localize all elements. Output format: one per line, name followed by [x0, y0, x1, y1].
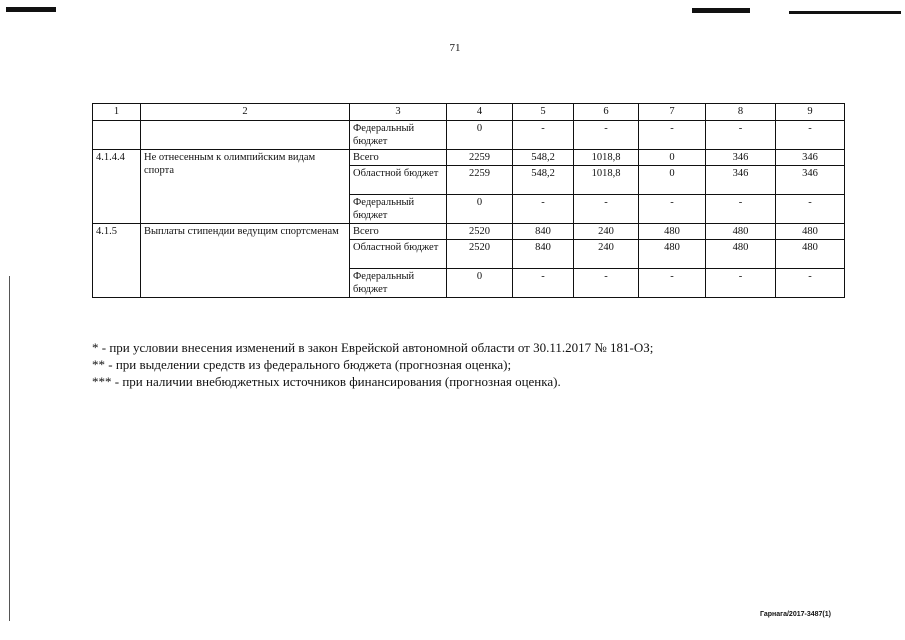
value-cell: -	[706, 195, 776, 224]
funding-source-cell: Федеральный бюджет	[350, 269, 447, 298]
table-header-row	[93, 104, 845, 121]
header-cell: 5	[513, 104, 574, 121]
value-cell: 480	[776, 224, 845, 240]
value-cell: -	[706, 121, 776, 150]
value-cell: 840	[513, 224, 574, 240]
value-cell: -	[776, 269, 845, 298]
footnote-1: * - при условии внесения изменений в закон Еврейской автономной области от 30.11.2017 № 181-ОЗ;	[92, 340, 654, 355]
value-cell: 480	[776, 240, 845, 269]
value-cell: -	[776, 121, 845, 150]
value-cell: 2520	[447, 224, 513, 240]
row-index-cell: 4.1.4.4	[93, 150, 141, 224]
value-cell: -	[574, 195, 639, 224]
value-cell: 2520	[447, 240, 513, 269]
value-cell: 346	[706, 150, 776, 166]
footnote-3: *** - при наличии внебюджетных источников финансирования (прогнозная оценка).	[92, 374, 561, 389]
value-cell: -	[513, 121, 574, 150]
value-cell: 0	[447, 269, 513, 298]
funding-source-cell: Федеральный бюджет	[350, 195, 447, 224]
value-cell: 0	[639, 166, 706, 195]
header-cell: 6	[574, 104, 639, 121]
value-cell: -	[639, 121, 706, 150]
funding-source-cell: Областной бюджет	[350, 240, 447, 269]
funding-source-cell: Областной бюджет	[350, 166, 447, 195]
header-cell: 4	[447, 104, 513, 121]
value-cell: -	[513, 269, 574, 298]
value-cell: -	[706, 269, 776, 298]
value-cell: -	[776, 195, 845, 224]
value-cell: 0	[447, 121, 513, 150]
document-stamp: Гарнага/2017-3487(1)	[760, 611, 831, 618]
page-number: 71	[449, 42, 461, 54]
row-index-cell	[93, 121, 141, 150]
value-cell: -	[574, 121, 639, 150]
scan-mark-top-left	[6, 7, 56, 12]
value-cell: 0	[639, 150, 706, 166]
footnotes	[92, 339, 852, 390]
budget-table	[92, 103, 845, 298]
value-cell: 480	[639, 224, 706, 240]
header-cell: 1	[93, 104, 141, 121]
value-cell: 480	[639, 240, 706, 269]
table-row	[93, 121, 845, 150]
value-cell: 840	[513, 240, 574, 269]
value-cell: 1018,8	[574, 166, 639, 195]
value-cell: 480	[706, 224, 776, 240]
funding-source-cell: Всего	[350, 150, 447, 166]
value-cell: 346	[776, 150, 845, 166]
value-cell: -	[574, 269, 639, 298]
header-cell: 2	[141, 104, 350, 121]
row-name-cell	[141, 121, 350, 150]
funding-source-cell: Всего	[350, 224, 447, 240]
header-cell: 3	[350, 104, 447, 121]
header-cell: 7	[639, 104, 706, 121]
value-cell: 2259	[447, 150, 513, 166]
value-cell: -	[513, 195, 574, 224]
table-row	[93, 224, 845, 240]
row-name-cell: Выплаты стипендии ведущим спортсменам	[141, 224, 350, 298]
value-cell: 240	[574, 240, 639, 269]
value-cell: 240	[574, 224, 639, 240]
scan-mark-top-right	[692, 8, 750, 13]
footnote-2: ** - при выделении средств из федерального бюджета (прогнозная оценка);	[92, 357, 512, 372]
header-cell: 9	[776, 104, 845, 121]
value-cell: -	[639, 195, 706, 224]
value-cell: 2259	[447, 166, 513, 195]
value-cell: 480	[706, 240, 776, 269]
value-cell: 548,2	[513, 166, 574, 195]
value-cell: 0	[447, 195, 513, 224]
margin-rule	[9, 276, 10, 621]
funding-source-cell: Федеральный бюджет	[350, 121, 447, 150]
value-cell: 346	[706, 166, 776, 195]
header-cell: 8	[706, 104, 776, 121]
row-name-cell: Не отнесенным к олимпийским видам спорта	[141, 150, 350, 224]
value-cell: 1018,8	[574, 150, 639, 166]
table-row	[93, 150, 845, 166]
value-cell: 346	[776, 166, 845, 195]
row-index-cell: 4.1.5	[93, 224, 141, 298]
value-cell: 548,2	[513, 150, 574, 166]
value-cell: -	[639, 269, 706, 298]
scan-mark-top-right-line	[789, 11, 901, 14]
